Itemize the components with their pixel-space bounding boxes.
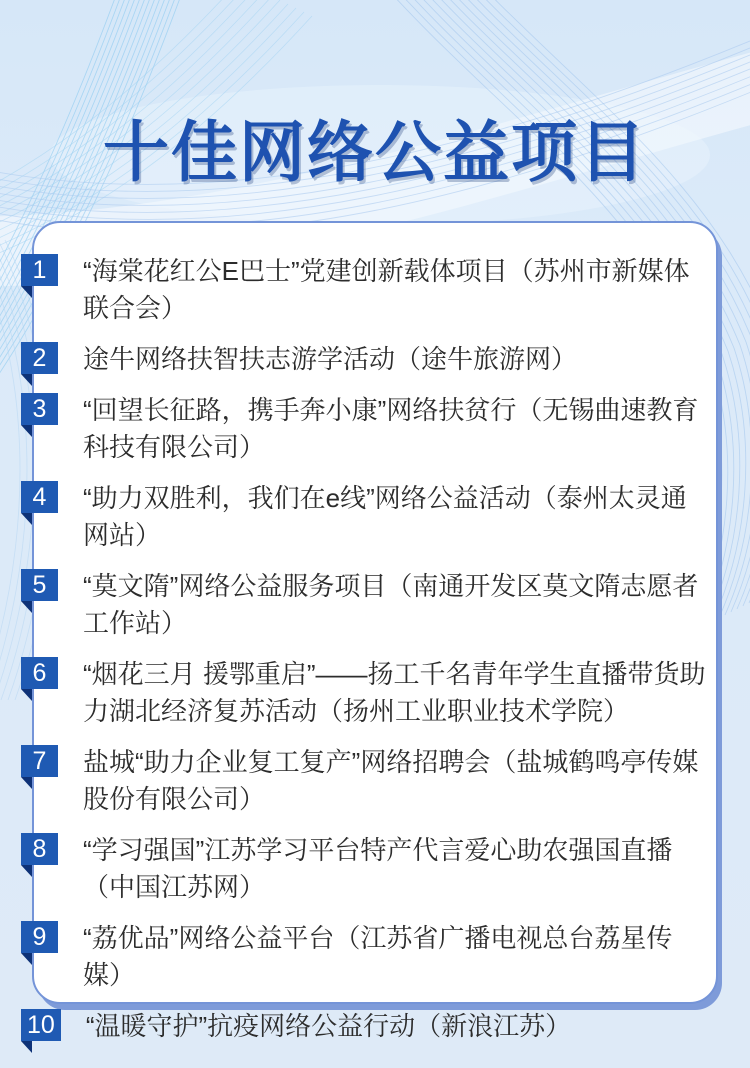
list-item (34, 920, 716, 994)
item-number-badge: 7 (21, 745, 58, 777)
item-number-badge: 6 (21, 657, 58, 689)
item-number-ribbon (21, 745, 58, 777)
item-text: 盐城“助力企业复工复产”网络招聘会（盐城鹤鸣亭传媒股份有限公司） (83, 747, 699, 814)
item-number-badge: 4 (21, 481, 58, 513)
item-number-ribbon (21, 833, 58, 865)
item-number-ribbon (21, 254, 58, 286)
item-text: “回望长征路，携手奔小康”网络扶贫行（无锡曲速教育科技有限公司） (83, 395, 699, 462)
list-item (34, 568, 716, 642)
item-number-badge: 1 (21, 254, 58, 286)
list-item (34, 480, 716, 554)
page-title: 十佳网络公益项目 (103, 115, 647, 190)
item-number-badge: 3 (21, 393, 58, 425)
item-text: “海棠花红公E巴士”党建创新载体项目（苏州市新媒体联合会） (83, 256, 690, 323)
item-number-badge: 9 (21, 921, 58, 953)
item-number-badge: 10 (21, 1009, 61, 1041)
list-item (34, 744, 716, 818)
item-number-ribbon (21, 342, 58, 374)
item-text: “莫文隋”网络公益服务项目（南通开发区莫文隋志愿者工作站） (83, 571, 699, 638)
item-number-badge: 8 (21, 833, 58, 865)
item-text: 途牛网络扶智扶志游学活动（途牛旅游网） (83, 344, 578, 374)
item-number-ribbon (21, 481, 58, 513)
item-text: “学习强国”江苏学习平台特产代言爱心助农强国直播（中国江苏网） (83, 835, 673, 902)
content-card (27, 221, 718, 1041)
item-text: “温暖守护”抗疫网络公益行动（新浪江苏） (85, 1011, 572, 1041)
item-number-ribbon (21, 393, 58, 425)
item-number-ribbon (21, 569, 58, 601)
list-item (27, 1008, 716, 1045)
item-number-ribbon (21, 1009, 61, 1041)
item-number-ribbon (21, 921, 58, 953)
item-text: “烟花三月 援鄂重启”——扬工千名青年学生直播带货助力湖北经济复苏活动（扬州工业职业技术学院） (83, 659, 706, 726)
item-text: “荔优品”网络公益平台（江苏省广播电视总台荔星传媒） (83, 923, 673, 990)
item-number-badge: 5 (21, 569, 58, 601)
list-item (34, 253, 716, 327)
list-item (34, 392, 716, 466)
list-item (34, 832, 716, 906)
item-text: “助力双胜利，我们在e线”网络公益活动（泰州太灵通网站） (83, 483, 687, 550)
list-item (34, 341, 716, 378)
item-number-ribbon (21, 657, 58, 689)
list-item (34, 656, 716, 730)
item-number-badge: 2 (21, 342, 58, 374)
